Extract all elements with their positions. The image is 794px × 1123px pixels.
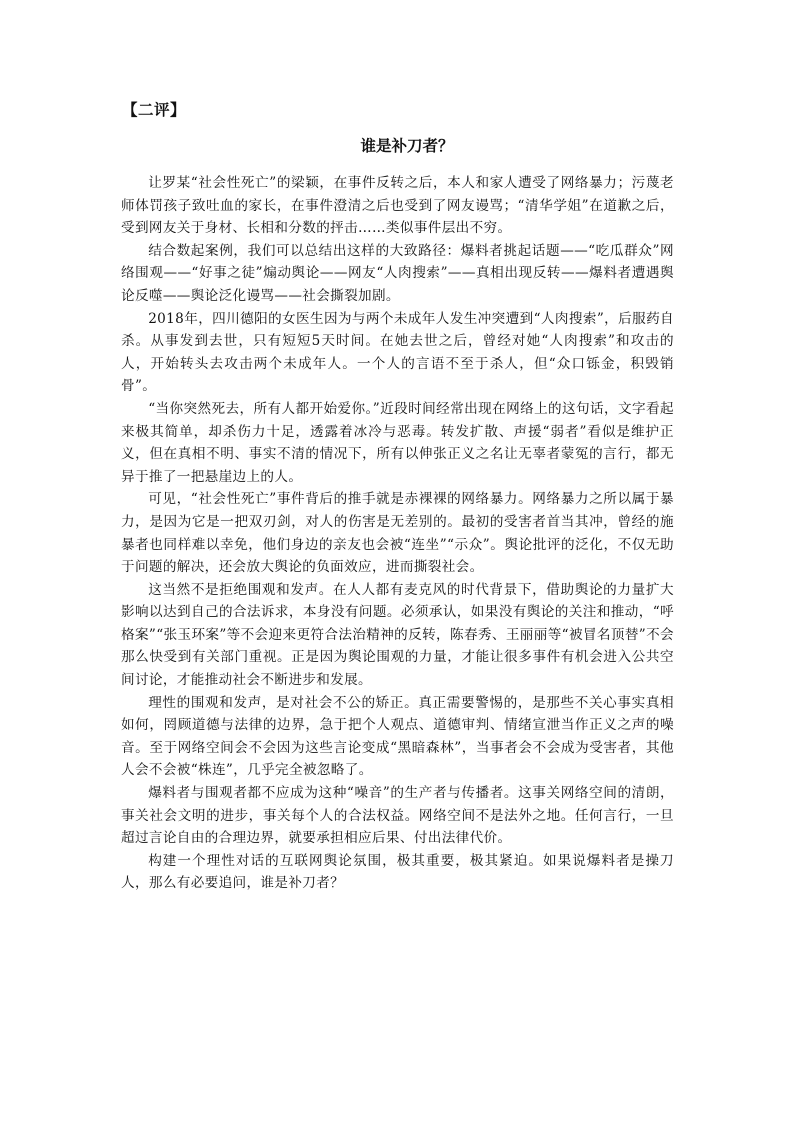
paragraph: 构建一个理性对话的互联网舆论氛围，极其重要，极其紧迫。如果说爆料者是操刀人，那么有必要追问，谁是补刀者？	[121, 852, 674, 892]
paragraph: 这当然不是拒绝围观和发声。在人人都有麦克风的时代背景下，借助舆论的力量扩大影响以达到自己的合法诉求，本身没有问题。必须承认，如果没有舆论的关注和推动，“呼格案”“张玉环案”等不会迎来更符合法治精神的反转，陈春秀、王丽丽等“被冒名顶替”不会那么快受到有关部门重视。正是因为舆论围观的力量，才能让很多事件有机会进入公共空间讨论，才能推动社会不断进步和发展。	[121, 581, 674, 689]
article-title: 谁是补刀者？	[360, 136, 454, 155]
paragraph: “当你突然死去，所有人都开始爱你。”近段时间经常出现在网络上的这句话，文字看起来极其简单，却杀伤力十足，透露着冰冷与恶毒。转发扩散、声援“弱者”看似是维护正义，但在真相不明、事实不清的情况下，所有以伸张正义之名让无辜者蒙冤的言行，都无异于推了一把悬崖边上的人。	[121, 400, 674, 485]
paragraph: 让罗某“社会性死亡”的梁颖，在事件反转之后，本人和家人遭受了网络暴力；污蔑老师体罚孩子致吐血的家长，在事件澄清之后也受到了网友谩骂；“清华学姐”在道歉之后，受到网友关于身材、长相和分数的抨击……类似事件层出不穷。	[121, 175, 674, 237]
paragraph: 理性的围观和发声，是对社会不公的矫正。真正需要警惕的，是那些不关心事实真相如何，罔顾道德与法律的边界，急于把个人观点、道德审判、情绪宣泄当作正义之声的噪音。至于网络空间会不会因为这些言论变成“黑暗森林”，当事者会不会成为受害者，其他人会不会被“株连”，几乎完全被忽略了。	[121, 694, 674, 779]
paragraph: 2018年，四川德阳的女医生因为与两个未成年人发生冲突遭到“人肉搜索”，后服药自杀。从事发到去世，只有短短5天时间。在她去世之后，曾经对她“人肉搜索”和攻击的人，开始转头去攻击两个未成年人。一个人的言语不至于杀人，但“众口铄金，积毁销骨”。	[121, 310, 674, 395]
paragraph: 结合数起案例，我们可以总结出这样的大致路径：爆料者挑起话题——“吃瓜群众”网络围观——“好事之徒”煽动舆论——网友“人肉搜索”——真相出现反转——爆料者遭遇舆论反噬——舆论泛化谩骂——社会撕裂加剧。	[121, 242, 674, 304]
article-body	[121, 172, 674, 895]
section-tag: 【二评】	[122, 100, 187, 119]
paragraph: 爆料者与围观者都不应成为这种“噪音”的生产者与传播者。这事关网络空间的清朗，事关社会文明的进步，事关每个人的合法权益。网络空间不是法外之地。任何言行，一旦超过言论自由的合理边界，就要承担相应后果、付出法律代价。	[121, 785, 674, 847]
paragraph: 可见，“社会性死亡”事件背后的推手就是赤裸裸的网络暴力。网络暴力之所以属于暴力，是因为它是一把双刃剑，对人的伤害是无差别的。最初的受害者首当其冲，曾经的施暴者也同样难以幸免，他们身边的亲友也会被“连坐”“示众”。舆论批评的泛化，不仅无助于问题的解决，还会放大舆论的负面效应，进而撕裂社会。	[121, 491, 674, 576]
